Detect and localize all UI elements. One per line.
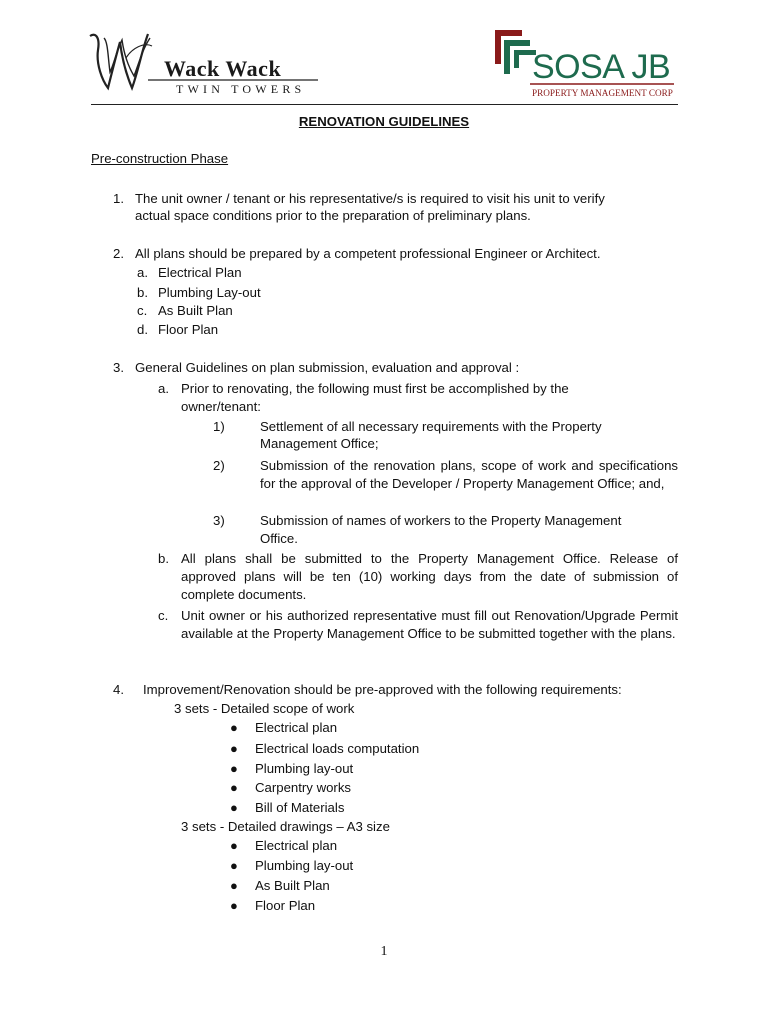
list-item: As Built Plan — [255, 878, 330, 893]
step-line2: Office. — [260, 531, 298, 546]
step-line1: Submission of names of workers to the Property Management — [260, 513, 622, 528]
item-2-sub-text: As Built Plan — [158, 303, 233, 318]
bullet-icon: ● — [230, 838, 238, 853]
item-4-text: Improvement/Renovation should be pre-approved with the following requirements: — [143, 682, 622, 697]
sosa-jb-subtitle: PROPERTY MANAGEMENT CORP — [532, 88, 673, 98]
item-1-line1: The unit owner / tenant or his representative/s is required to visit his unit to verify — [135, 191, 605, 206]
item-2-sub-text: Floor Plan — [158, 322, 219, 337]
list-item: Electrical plan — [255, 838, 338, 853]
item-4-number: 4. — [113, 682, 124, 697]
item-2-sub-letter: c. — [137, 303, 148, 318]
item-3-text: General Guidelines on plan submission, evaluation and approval : — [135, 360, 520, 375]
wack-wack-monogram-icon — [86, 28, 326, 100]
wack-wack-subtitle: TWIN TOWERS — [176, 82, 306, 96]
sosa-jb-mark-icon — [492, 28, 678, 104]
item-2-sub-letter: d. — [137, 322, 148, 337]
list-item: Bill of Materials — [255, 800, 345, 815]
step-number: 2) — [213, 458, 225, 473]
item-2-sub-text: Plumbing Lay-out — [158, 285, 261, 300]
item-3a-line1: Prior to renovating, the following must first be accomplished by the — [181, 381, 569, 396]
wack-wack-logo — [86, 28, 326, 100]
item-3c-text: Unit owner or his authorized representative must fill out Renovation/Upgrade Permit available at the Property Management Office to be submitted together with the plans. — [181, 608, 678, 641]
item-2-sub-letter: a. — [137, 265, 148, 280]
sosa-jb-logo — [492, 28, 678, 104]
step-line2: Management Office; — [260, 436, 379, 451]
item-2-text: All plans should be prepared by a competent professional Engineer or Architect. — [135, 246, 601, 261]
document-title: RENOVATION GUIDELINES — [298, 114, 470, 129]
list-item: Plumbing lay-out — [255, 761, 354, 776]
item-3a-line2: owner/tenant: — [181, 399, 261, 414]
wack-wack-name: Wack Wack — [164, 56, 282, 81]
item-3b-text: All plans shall be submitted to the Property Management Office. Release of approved plans will be ten (10) working days from the date of submission of complete documents. — [181, 551, 678, 602]
item-1-line2: actual space conditions prior to the preparation of preliminary plans. — [135, 208, 531, 223]
item-3b-letter: b. — [158, 551, 169, 566]
bullet-icon: ● — [230, 761, 238, 776]
bullet-icon: ● — [230, 898, 238, 913]
item-3c-letter: c. — [158, 608, 169, 623]
bullet-icon: ● — [230, 741, 238, 756]
page-number: 1 — [380, 944, 388, 959]
list-item: Carpentry works — [255, 780, 352, 795]
bullet-icon: ● — [230, 780, 238, 795]
step-text: Submission of the renovation plans, scope of work and specifications for the approval of the Developer / Property Management Office; and, — [260, 458, 678, 491]
list-item: Electrical plan — [255, 720, 338, 735]
sosa-jb-name: SOSA JB — [532, 48, 671, 86]
bullet-icon: ● — [230, 858, 238, 873]
section-heading: Pre-construction Phase — [91, 151, 229, 166]
header-divider — [91, 104, 678, 105]
group-2-label: 3 sets - Detailed drawings – A3 size — [181, 819, 390, 834]
list-item: Electrical loads computation — [255, 741, 420, 756]
list-item: Plumbing lay-out — [255, 858, 354, 873]
item-2-number: 2. — [113, 246, 124, 261]
bullet-icon: ● — [230, 800, 238, 815]
item-3-number: 3. — [113, 360, 124, 375]
item-2-sub-text: Electrical Plan — [158, 265, 242, 280]
bullet-icon: ● — [230, 878, 238, 893]
step-line1: Settlement of all necessary requirements with the Property — [260, 419, 602, 434]
step-number: 3) — [213, 513, 225, 528]
bullet-icon: ● — [230, 720, 238, 735]
item-2-sub-letter: b. — [137, 285, 148, 300]
item-3a-letter: a. — [158, 381, 169, 396]
step-number: 1) — [213, 419, 225, 434]
list-item: Floor Plan — [255, 898, 316, 913]
item-1-number: 1. — [113, 191, 124, 206]
group-1-label: 3 sets - Detailed scope of work — [174, 701, 355, 716]
